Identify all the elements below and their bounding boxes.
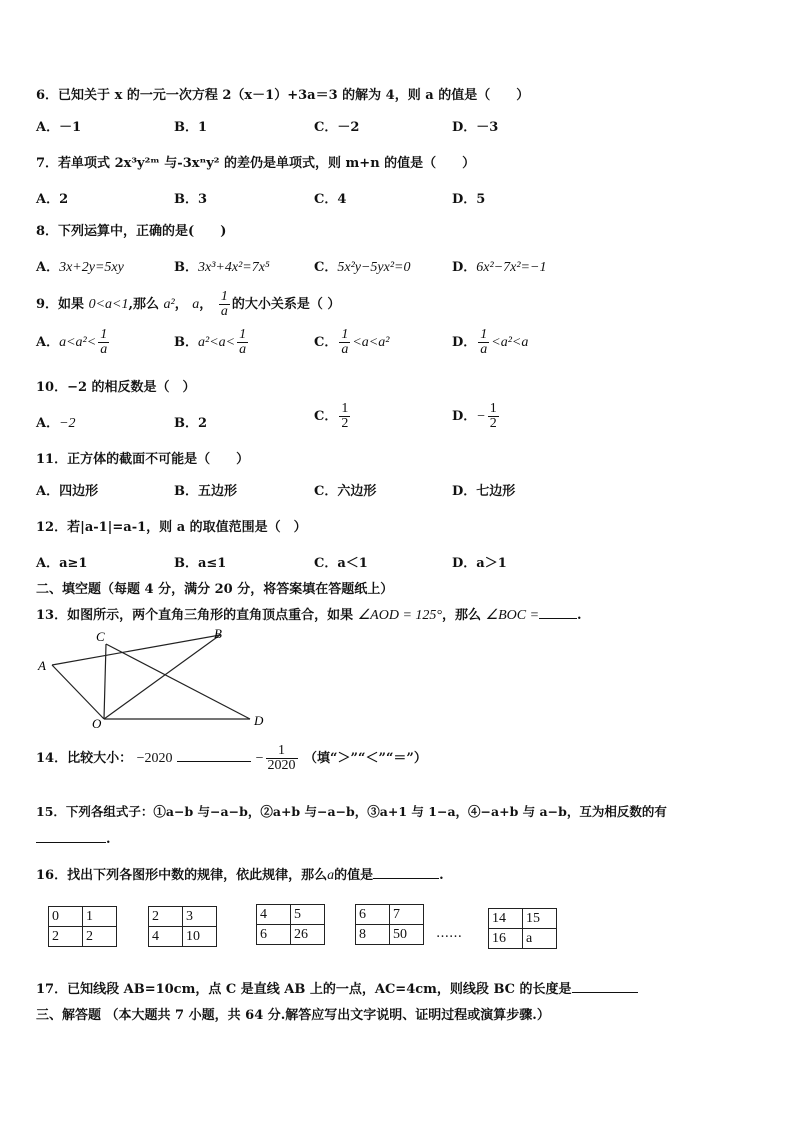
q13-ask: ∠BOC = bbox=[485, 608, 540, 623]
q15-answer bbox=[36, 832, 111, 847]
grid-cell: 0 bbox=[49, 907, 83, 927]
q16-ellipsis: …… bbox=[436, 926, 462, 941]
q16-stem-text: 16．找出下列各图形中数的规律，依此规律，那么 bbox=[36, 868, 328, 883]
grid-cell: 5 bbox=[291, 905, 325, 925]
q9-stem bbox=[36, 290, 340, 319]
q6-option-d: D．－3 bbox=[452, 120, 499, 135]
q7-option-a: A．2 bbox=[36, 192, 69, 207]
q16-grid-3 bbox=[256, 904, 325, 945]
q9-stem-post: 的大小关系是（ ） bbox=[231, 297, 341, 312]
q13-condition: ∠AOD = 125° bbox=[357, 608, 442, 623]
q15-end: . bbox=[106, 832, 111, 847]
q17-stem-text: 17．已知线段 AB=10cm，点 C 是直线 AB 上的一点，AC=4cm，则线段 BC 的长度是 bbox=[36, 982, 572, 997]
grid-cell: 6 bbox=[356, 905, 390, 925]
q8-expr-b: 3x³+4x²=7x⁵ bbox=[198, 260, 270, 275]
q9-sep-2: ， bbox=[199, 297, 213, 312]
q9-option-c: C． $\frac{1}{a}$ <a<a² bbox=[314, 327, 390, 357]
label-D: D bbox=[254, 713, 264, 728]
q8-label-b: B． bbox=[174, 260, 198, 275]
q16-answer-blank[interactable] bbox=[373, 878, 439, 879]
q8-label-a: A． bbox=[36, 260, 60, 275]
q7-option-c: C．4 bbox=[314, 192, 347, 207]
line-AB bbox=[52, 635, 220, 665]
q9-term-3: $\frac{1}{a}$ bbox=[220, 289, 228, 319]
q12-option-b: B．a≤1 bbox=[174, 556, 227, 571]
q10-option-c: C． $\frac{1}{2}$ bbox=[314, 401, 349, 431]
q10-label-b: B． bbox=[174, 416, 198, 431]
q7-option-d: D．5 bbox=[452, 192, 486, 207]
label-A: A bbox=[38, 658, 46, 673]
q9-stem-pre: 9．如果 bbox=[36, 297, 85, 312]
q9-stem-mid: ,那么 bbox=[128, 297, 160, 312]
q6-stem: 6．已知关于 x 的一元一次方程 2（x－1）+3a＝3 的解为 4，则 a 的值是（ ） bbox=[36, 88, 530, 103]
q9-label-c: C． bbox=[314, 335, 338, 350]
q16-stem bbox=[36, 864, 444, 884]
q9-label-b: B． bbox=[174, 335, 198, 350]
grid-cell: 26 bbox=[291, 925, 325, 945]
q9-option-a: A．a<a²< $\frac{1}{a}$ bbox=[36, 327, 108, 357]
grid-cell: 3 bbox=[183, 907, 217, 927]
q8-option-a bbox=[36, 256, 124, 276]
section-3-heading: 三、解答题 （本大题共 7 小题，共 64 分.解答应写出文字说明、证明过程或演算步骤.） bbox=[36, 1008, 550, 1023]
q9-label-d: D． bbox=[452, 335, 477, 350]
q12-option-c: C．a＜1 bbox=[314, 556, 368, 571]
q17-answer-blank[interactable] bbox=[572, 992, 638, 993]
q8-expr-c: 5x²y−5yx²=0 bbox=[337, 260, 411, 275]
q7-option-b: B．3 bbox=[174, 192, 208, 207]
q17-stem bbox=[36, 978, 638, 997]
q14-hint: （填“＞”“＜”“＝”） bbox=[304, 751, 427, 766]
label-O: O bbox=[92, 716, 102, 728]
q12-option-d: D．a＞1 bbox=[452, 556, 507, 571]
line-OB bbox=[104, 635, 220, 719]
label-C: C bbox=[96, 629, 105, 644]
q10-value-b: 2 bbox=[198, 416, 208, 431]
q12-option-a: A．a≥1 bbox=[36, 556, 88, 571]
q11-option-c: C．六边形 bbox=[314, 484, 377, 499]
q9-term-2: a bbox=[192, 297, 200, 312]
q13-figure bbox=[32, 624, 272, 728]
q15-answer-blank[interactable] bbox=[36, 842, 106, 843]
q11-option-d: D．七边形 bbox=[452, 484, 516, 499]
q9-condition: 0<a<1 bbox=[88, 297, 129, 312]
q11-stem: 11．正方体的截面不可能是（ ） bbox=[36, 452, 250, 467]
grid-cell: 8 bbox=[356, 925, 390, 945]
q16-grid-1 bbox=[48, 906, 117, 947]
section-2-heading: 二、填空题（每题 4 分，满分 20 分，将答案填在答题纸上） bbox=[36, 582, 394, 597]
q16-grid-2 bbox=[148, 906, 217, 947]
q9-option-b: B．a²<a< $\frac{1}{a}$ bbox=[174, 327, 247, 357]
grid-cell: 10 bbox=[183, 927, 217, 947]
q14-numerator: 1 bbox=[266, 744, 298, 759]
q10-option-d: D．− $\frac{1}{2}$ bbox=[452, 401, 497, 431]
q14-left: −2020 bbox=[136, 751, 173, 766]
grid-cell: 4 bbox=[257, 905, 291, 925]
grid-cell: 2 bbox=[149, 907, 183, 927]
q10-sign-d: − bbox=[476, 409, 486, 424]
q6-option-b: B．1 bbox=[174, 120, 208, 135]
q9-term-1: a² bbox=[163, 297, 175, 312]
q8-label-c: C． bbox=[314, 260, 338, 275]
q13-stem-text: 13．如图所示，两个直角三角形的直角顶点重合，如果 bbox=[36, 608, 354, 623]
q14-minus: − bbox=[255, 751, 264, 766]
q16-stem-text-2: 的值是 bbox=[334, 868, 374, 883]
grid-cell: 2 bbox=[83, 927, 117, 947]
q13-stem-text-2: ，那么 bbox=[442, 608, 482, 623]
q16-grid-4 bbox=[355, 904, 424, 945]
q15-text: 15．下列各组式子：①a−b 与−a−b，②a+b 与−a−b，③a+1 与 1−a，④−a+b 与 a−b，互为相反数的有 bbox=[36, 804, 667, 819]
q8-expr-a: 3x+2y=5xy bbox=[59, 260, 124, 275]
grid-cell: 16 bbox=[489, 929, 523, 949]
q8-option-d bbox=[452, 256, 546, 276]
q12-stem: 12．若|a-1|=a-1，则 a 的取值范围是（ ） bbox=[36, 520, 307, 535]
grid-cell: 7 bbox=[390, 905, 424, 925]
q13-stem bbox=[36, 604, 582, 624]
q13-end: . bbox=[577, 608, 582, 623]
q14-stem-text: 14．比较大小： bbox=[36, 751, 133, 766]
grid-cell: 15 bbox=[523, 909, 557, 929]
q9-sep-1: ， bbox=[174, 297, 188, 312]
line-CD bbox=[106, 644, 250, 719]
q9-option-d: D． $\frac{1}{a}$ <a²<a bbox=[452, 327, 529, 357]
q7-stem: 7．若单项式 2x³y²ᵐ 与-3xⁿy² 的差仍是单项式，则 m+n 的值是（ ） bbox=[36, 156, 476, 171]
q11-option-b: B．五边形 bbox=[174, 484, 237, 499]
q8-option-b bbox=[174, 256, 270, 276]
q10-option-a bbox=[36, 412, 76, 432]
q10-label-d: D． bbox=[452, 409, 477, 424]
q9-label-a: A． bbox=[36, 335, 60, 350]
q16-grid-5 bbox=[488, 908, 557, 949]
q8-label-d: D． bbox=[452, 260, 477, 275]
grid-cell: 1 bbox=[83, 907, 117, 927]
q6-option-a: A．－1 bbox=[36, 120, 82, 135]
grid-cell: 50 bbox=[390, 925, 424, 945]
grid-cell: 4 bbox=[149, 927, 183, 947]
q6-option-c: C．－2 bbox=[314, 120, 360, 135]
q8-stem: 8．下列运算中，正确的是( ) bbox=[36, 224, 227, 239]
grid-cell: 6 bbox=[257, 925, 291, 945]
q10-label-c: C． bbox=[314, 409, 338, 424]
q10-stem: 10．−2 的相反数是（ ） bbox=[36, 380, 196, 395]
q10-option-b bbox=[174, 412, 207, 431]
label-B: B bbox=[214, 626, 222, 641]
line-AO bbox=[52, 665, 104, 719]
grid-cell: a bbox=[523, 929, 557, 949]
q11-option-a: A．四边形 bbox=[36, 484, 99, 499]
q8-expr-d: 6x²−7x²=−1 bbox=[476, 260, 547, 275]
grid-cell: 2 bbox=[49, 927, 83, 947]
q8-option-c bbox=[314, 256, 411, 276]
q10-label-a: A． bbox=[36, 416, 60, 431]
q10-value-a: −2 bbox=[59, 416, 76, 431]
q14-denominator: 2020 bbox=[267, 758, 296, 773]
q14-stem bbox=[36, 744, 427, 773]
q13-answer-blank[interactable] bbox=[539, 618, 577, 619]
q16-end: . bbox=[439, 868, 444, 883]
grid-cell: 14 bbox=[489, 909, 523, 929]
q14-answer-blank[interactable] bbox=[177, 761, 251, 762]
q16-var: a bbox=[327, 868, 335, 883]
